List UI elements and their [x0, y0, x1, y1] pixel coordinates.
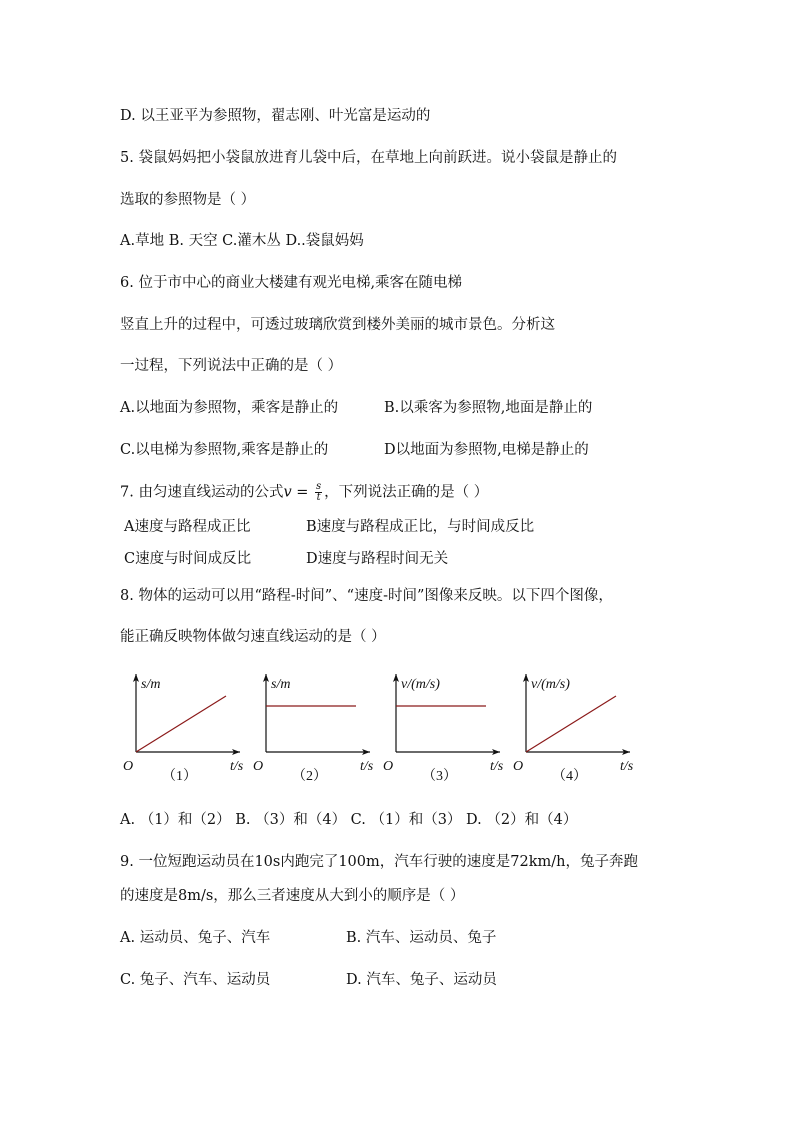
q6-stem-line3: 一过程，下列说法中正确的是（ ） — [120, 358, 343, 374]
q4-option-d: D. 以王亚平为参照物，翟志刚、叶光富是运动的 — [120, 108, 431, 124]
q7-option-b: B速度与路程成正比，与时间成反比 — [306, 519, 535, 535]
q9-option-a: A. 运动员、兔子、汽车 — [120, 930, 271, 946]
q8-stem-line1: 8. 物体的运动可以用“路程-时间”、“速度-时间”图像来反映。以下四个图像， — [120, 588, 613, 604]
graph-2-y-label: s/m — [271, 677, 291, 692]
graph-1-origin-label: O — [123, 759, 134, 774]
graph-1-y-label: s/m — [141, 677, 161, 692]
q6-option-d: D以地面为参照物,电梯是静止的 — [384, 442, 589, 458]
q8-options: A. （1）和（2） B. （3）和（4） C. （1）和（3） D. （2）和（4） — [120, 812, 578, 828]
q7-option-a: A速度与路程成正比 — [124, 519, 251, 535]
q7-stem — [120, 482, 488, 503]
q9-option-b: B. 汽车、运动员、兔子 — [346, 930, 497, 946]
q7-formula-fraction — [315, 482, 322, 503]
q9-option-c: C. 兔子、汽车、运动员 — [120, 972, 271, 988]
graph-1-caption: （1） — [162, 769, 197, 784]
q6-option-a: A.以地面为参照物，乘客是静止的 — [120, 400, 339, 416]
graph-3-y-label: v/(m/s) — [401, 677, 440, 692]
graph-2-origin-label: O — [253, 759, 264, 774]
q5-options: A.草地 B. 天空 C.灌木丛 D..袋鼠妈妈 — [120, 233, 364, 249]
q9-stem-line2: 的速度是8m/s，那么三者速度从大到小的顺序是（ ） — [120, 888, 465, 904]
q7-stem-pre: 7. 由匀速直线运动的公式 — [120, 484, 284, 501]
q7-formula-numerator: s — [316, 481, 322, 492]
graph-4-origin-label: O — [513, 759, 524, 774]
q7-formula-v: v — [283, 484, 292, 501]
graph-2-caption: （2） — [292, 769, 327, 784]
graph-3-caption: （3） — [422, 769, 457, 784]
q6-stem-line2: 竖直上升的过程中，可透过玻璃欣赏到楼外美丽的城市景色。分析这 — [120, 317, 555, 333]
q7-stem-post: ，下列说法正确的是（ ） — [324, 484, 489, 501]
q8-graphs-svg — [110, 660, 650, 790]
graph-4-data-line — [526, 696, 616, 752]
q7-option-c: C速度与时间成反比 — [124, 551, 252, 567]
graph-2-x-label: t/s — [360, 759, 374, 774]
q6-option-b: B.以乘客为参照物,地面是静止的 — [384, 400, 593, 416]
q7-option-d: D速度与路程时间无关 — [306, 551, 449, 567]
q6-stem-line1: 6. 位于市中心的商业大楼建有观光电梯,乘客在随电梯 — [120, 275, 463, 291]
q8-stem-line2: 能正确反映物体做匀速直线运动的是（ ） — [120, 629, 386, 645]
q5-stem-line2: 选取的参照物是（ ） — [120, 192, 256, 208]
q7-formula-denominator: t — [316, 492, 321, 503]
graph-1-x-label: t/s — [230, 759, 244, 774]
graph-3-x-label: t/s — [490, 759, 504, 774]
graph-3-origin-label: O — [383, 759, 394, 774]
q9-stem-line1: 9. 一位短跑运动员在10s内跑完了100m，汽车行驶的速度是72km/h，兔子奔跑 — [120, 854, 638, 870]
graph-1-data-line — [136, 696, 226, 752]
q6-option-c: C.以电梯为参照物,乘客是静止的 — [120, 442, 329, 458]
q8-graphs — [110, 660, 650, 790]
graph-4-x-label: t/s — [620, 759, 634, 774]
q7-formula-eq: = — [291, 484, 314, 501]
q9-option-d: D. 汽车、兔子、运动员 — [346, 972, 497, 988]
q5-stem-line1: 5. 袋鼠妈妈把小袋鼠放进育儿袋中后，在草地上向前跃进。说小袋鼠是静止的 — [120, 150, 617, 166]
graph-4-caption: （4） — [552, 769, 587, 784]
graph-4-y-label: v/(m/s) — [531, 677, 570, 692]
